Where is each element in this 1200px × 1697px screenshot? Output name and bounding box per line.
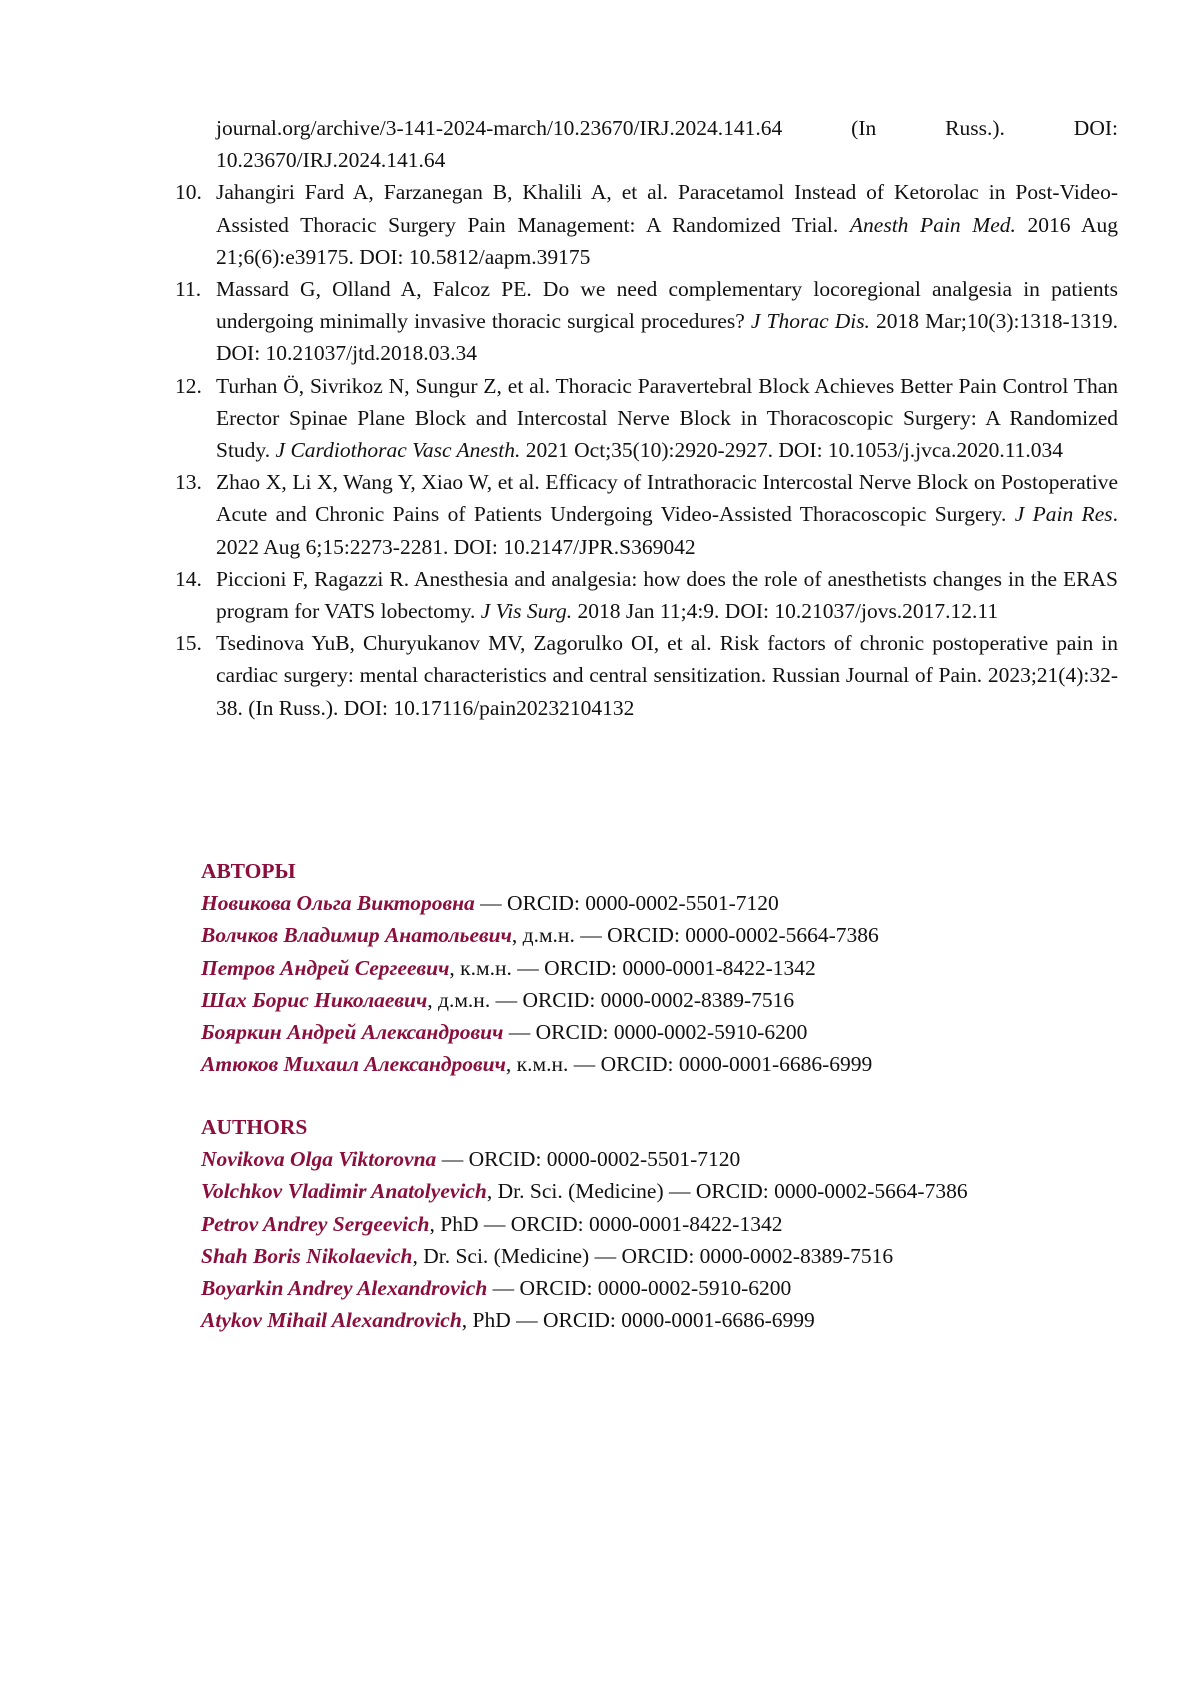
author-name: Volchkov Vladimir Anatolyevich <box>201 1179 487 1204</box>
author-details: — ORCID: 0000-0002-5501-7120 <box>474 891 779 916</box>
reference-number: 10. <box>175 180 202 205</box>
author-entry <box>201 1175 1151 1207</box>
author-details: , к.м.н. — ORCID: 0000-0001-8422-1342 <box>449 955 816 980</box>
author-name: Boyarkin Andrey Alexandrovich <box>201 1276 488 1301</box>
reference-body <box>216 627 1118 724</box>
author-name: Шах Борис Николаевич <box>201 987 428 1012</box>
reference-journal: J Thorac Dis. <box>750 309 870 334</box>
author-name: Atykov Mihail Alexandrovich <box>201 1308 462 1333</box>
reference-number: 14. <box>175 566 202 591</box>
reference-list <box>175 112 1118 724</box>
reference-body <box>216 273 1118 370</box>
reference-text: journal.org/archive/3-141-2024-march/10.23670/IRJ.2024.141.64 (In Russ.). DOI: 10.23670/IRJ.2024.141.64 <box>216 116 1118 173</box>
author-details: , Dr. Sci. (Medicine) — ORCID: 0000-0002-8389-7516 <box>412 1243 894 1268</box>
reference-body <box>216 370 1118 467</box>
author-entry <box>201 887 1151 919</box>
author-name: Петров Андрей Сергеевич <box>201 955 450 980</box>
author-name: Волчков Владимир Анатольевич <box>201 923 512 948</box>
author-details: , к.м.н. — ORCID: 0000-0001-6686-6999 <box>505 1052 873 1077</box>
reference-item <box>175 112 1118 176</box>
reference-number: 13. <box>175 470 202 495</box>
author-details: — ORCID: 0000-0002-5910-6200 <box>503 1020 808 1045</box>
author-name: Shah Boris Nikolaevich <box>201 1243 413 1268</box>
reference-tail: 2016 Aug 21;6(6):e39175. DOI: 10.5812/aapm.39175 <box>216 212 1119 269</box>
author-details: , Dr. Sci. (Medicine) — ORCID: 0000-0002-5664-7386 <box>486 1179 968 1204</box>
authors-section-ru <box>201 855 1151 1080</box>
author-details: , PhD — ORCID: 0000-0001-8422-1342 <box>429 1211 783 1236</box>
author-details: , PhD — ORCID: 0000-0001-6686-6999 <box>461 1308 815 1333</box>
author-entry <box>201 1272 1151 1304</box>
author-entry <box>201 1048 1151 1080</box>
author-name: Атюков Михаил Александрович <box>201 1052 506 1077</box>
reference-body <box>216 563 1118 627</box>
author-details: — ORCID: 0000-0002-5501-7120 <box>436 1147 741 1172</box>
author-entry <box>201 1304 1151 1336</box>
reference-number: 12. <box>175 373 202 398</box>
author-entry <box>201 1240 1151 1272</box>
reference-number: 15. <box>175 631 202 656</box>
reference-body <box>216 466 1118 563</box>
reference-text: Turhan Ö, Sivrikoz N, Sungur Z, et al. Thoracic Paravertebral Block Achieves Better Pain Control Than Erector Spinae Plane Block and Intercostal Nerve Block in Thoracoscopic Surgery: A Randomized Study. <box>216 373 1118 463</box>
author-name: Novikova Olga Viktorovna <box>201 1147 437 1172</box>
reference-text: Jahangiri Fard A, Farzanegan B, Khalili A, et al. Paracetamol Instead of Ketorolac in Post-Video-Assisted Thoracic Surgery Pain Management: A Randomized Trial. <box>216 180 1118 237</box>
reference-tail: 2021 Oct;35(10):2920-2927. DOI: 10.1053/j.jvca.2020.11.034 <box>520 438 1064 463</box>
reference-item <box>175 627 1118 724</box>
reference-item <box>175 176 1118 273</box>
reference-journal: Anesth Pain Med. <box>849 212 1016 237</box>
authors-section-en <box>201 1111 1151 1336</box>
authors-heading-ru: АВТОРЫ <box>201 859 296 883</box>
reference-number: 11. <box>175 277 202 302</box>
author-details: , д.м.н. — ORCID: 0000-0002-5664-7386 <box>511 923 879 948</box>
reference-journal: J Vis Surg. <box>480 599 573 624</box>
reference-text: Piccioni F, Ragazzi R. Anesthesia and analgesia: how does the role of anesthetists changes in the ERAS program for VATS lobectomy. <box>216 566 1118 624</box>
author-entry <box>201 952 1151 984</box>
reference-item <box>175 466 1118 563</box>
author-details: — ORCID: 0000-0002-5910-6200 <box>487 1276 792 1301</box>
reference-body <box>216 176 1118 273</box>
reference-journal: J Cardiothorac Vasc Anesth. <box>275 438 521 463</box>
reference-text: Zhao X, Li X, Wang Y, Xiao W, et al. Efficacy of Intrathoracic Intercostal Nerve Block on Postoperative Acute and Chronic Pains of Patients Undergoing Video-Assisted Thoracoscopic Surgery. <box>216 470 1118 527</box>
author-entry <box>201 1016 1151 1048</box>
reference-item <box>175 563 1118 627</box>
author-name: Petrov Andrey Sergeevich <box>201 1211 430 1236</box>
reference-journal: J Pain Res <box>1014 502 1113 527</box>
reference-tail: 2018 Mar;10(3):1318-1319. DOI: 10.21037/jtd.2018.03.34 <box>216 309 1118 366</box>
reference-item <box>175 370 1118 467</box>
author-name: Бояркин Андрей Александрович <box>201 1020 504 1045</box>
author-entry <box>201 1208 1151 1240</box>
reference-text: Massard G, Olland A, Falcoz PE. Do we need complementary locoregional analgesia in patients undergoing minimally invasive thoracic surgical procedures? <box>216 277 1118 334</box>
reference-text: Tsedinova YuB, Churyukanov MV, Zagorulko OI, et al. Risk factors of chronic postoperative pain in cardiac surgery: mental characteristics and central sensitization. Russian Journal of Pain. 2023;21(4):32-38. (In Russ.). DOI: 10.17116/pain20232104132 <box>216 631 1118 720</box>
author-details: , д.м.н. — ORCID: 0000-0002-8389-7516 <box>427 987 795 1012</box>
reference-body <box>216 112 1118 176</box>
reference-item <box>175 273 1118 370</box>
author-name: Новикова Ольга Викторовна <box>201 891 475 916</box>
authors-heading-en: AUTHORS <box>201 1115 308 1139</box>
reference-tail: . 2022 Aug 6;15:2273-2281. DOI: 10.2147/JPR.S369042 <box>216 502 1118 559</box>
author-entry <box>201 984 1151 1016</box>
author-entry <box>201 919 1151 951</box>
author-entry <box>201 1143 1151 1175</box>
reference-tail: 2018 Jan 11;4:9. DOI: 10.21037/jovs.2017.12.11 <box>572 599 999 624</box>
